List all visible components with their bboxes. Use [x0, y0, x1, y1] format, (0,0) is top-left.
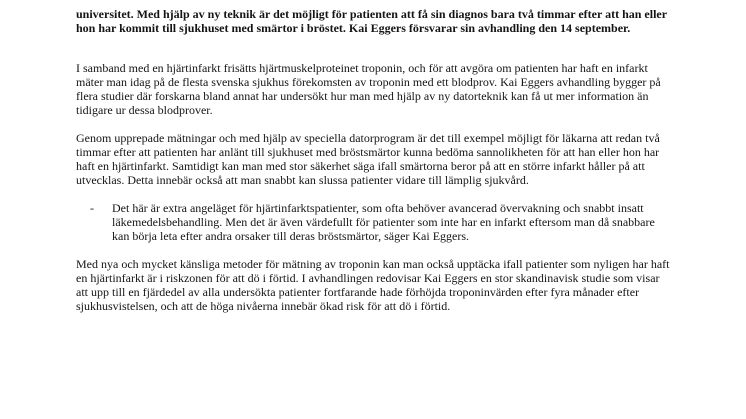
body-paragraph-3: Med nya och mycket känsliga metoder för mätning av troponin kan man också upptäcka ifall patienter som nyligen har haft en hjärtinfarkt är i riskzonen för att dö i förtid. I avhandlingen redovisar Kai Eggers en stor skandinavisk studie som visar att upp till en fjärdedel av alla undersökta patienter fortfarande hade förhöjda troponinvärden efter fyra månader efter sjukhusvistelsen, och att de höga nivåerna innebär ökad risk för att dö i förtid. [76, 257, 670, 313]
quote-text: Det här är extra angeläget för hjärtinfarktspatienter, som ofta behöver avancerad övervakning och snabbt insatt läkemedelsbehandling. Men det är även värdefullt för patienter som inte har en infarkt eftersom man då snabbare kan börja leta efter andra orsaker till deras bröstsmärtor, säger Kai Eggers. [112, 201, 655, 243]
quote-dash: - [90, 201, 94, 215]
body-paragraph-2: Genom upprepade mätningar och med hjälp av speciella datorprogram är det till exempel möjligt för läkarna att redan två timmar efter att patienten har anlänt till sjukhuset med bröstsmärtor kunna bedöma sannolikheten för att han eller hon har haft en hjärtinfarkt. Samtidigt kan man med stor säkerhet säga ifall smärtorna beror på att en större infarkt håller på att utvecklas. Detta innebär också att man snabbt kan slussa patienter vidare till lämplig sjukvård. [76, 131, 660, 187]
body-paragraph-1: I samband med en hjärtinfarkt frisätts hjärtmuskelproteinet troponin, och för att avgöra om patienten har haft en infarkt mäter man idag på de flesta svenska sjukhus förekomsten av troponin med ett blodprov. Kai Eggers avhandling bygger på flera studier där forskarna bland annat har undersökt hur man med hjälp av ny datorteknik kan få ut mer information än tidigare ur dessa blodprover. [76, 61, 661, 117]
quote-paragraph [90, 201, 672, 243]
lead-paragraph: universitet. Med hjälp av ny teknik är det möjligt för patienten att få sin diagnos bara två timmar efter att han eller hon har kommit till sjukhuset med smärtor i bröstet. Kai Eggers försvarar sin avhandling den 14 september. [76, 7, 667, 35]
